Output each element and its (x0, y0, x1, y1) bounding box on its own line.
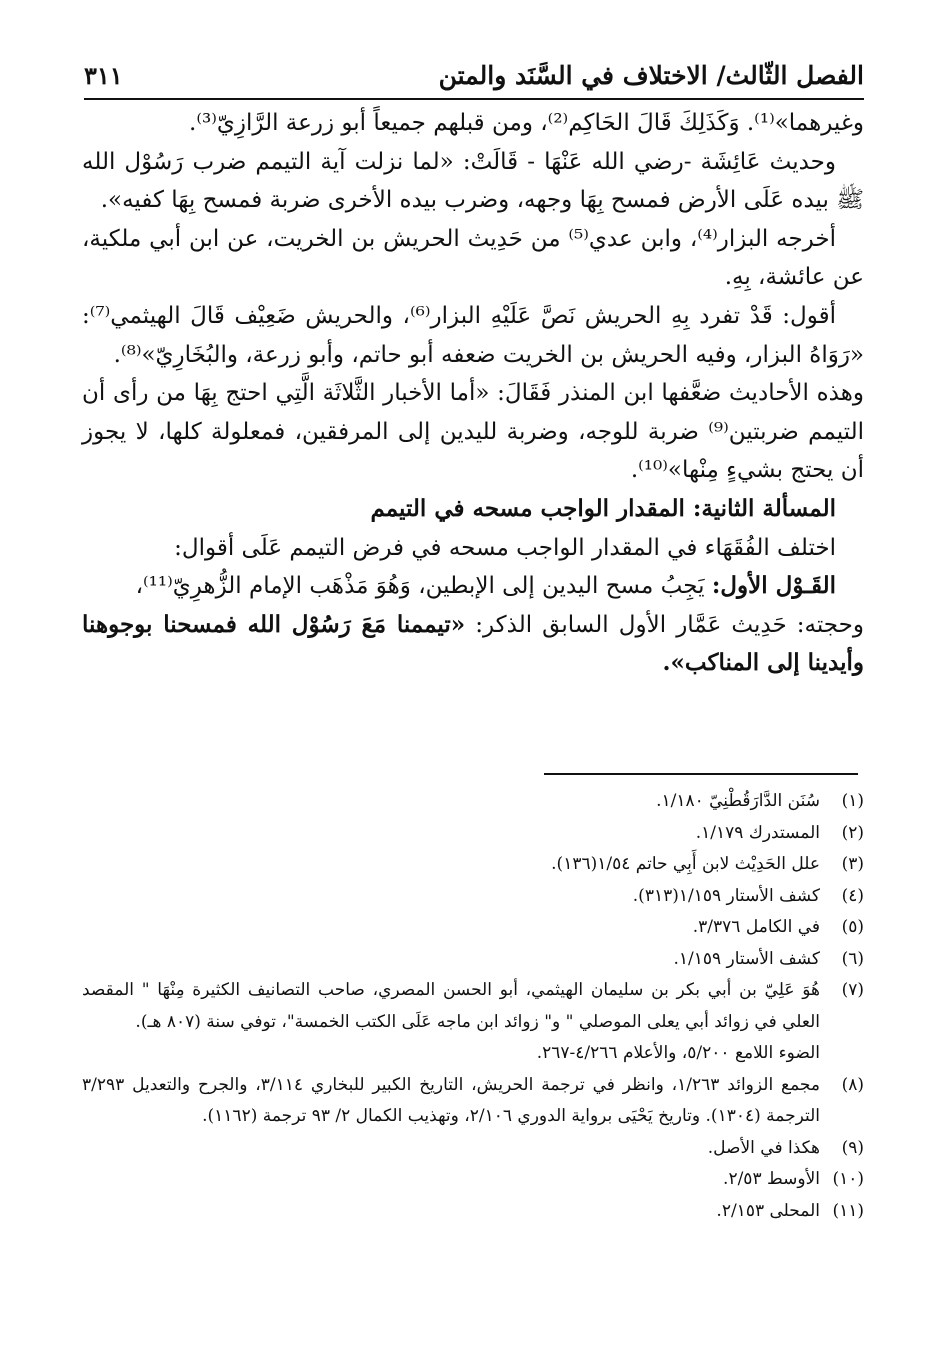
footnote-number: (٢) (841, 822, 864, 843)
footnote-number: (٥) (841, 917, 864, 937)
footnote-text: في الكامل ٣/٣٧٦. (692, 917, 820, 937)
opinion-text: يَجِبُ مسح اليدين إلى الإبطين، وَهُوَ مَذْهَب الإمام الزُّهرِيّ⁽¹¹⁾، (135, 573, 712, 600)
section-heading: المسألة الثانية: المقدار الواجب مسحه في التيمم (370, 494, 836, 522)
footnote-separator (544, 773, 858, 775)
footnote-text: هُوَ عَلِيّ بن أبي بكر بن سليمان الهيثمي، أبو الحسن المصري، صاحب التصانيف الكثيرة مِنْهَا " المقصد العلي في زوائد أبي يعلى الموصلي " و" زوائد ابن ماجه عَلَى الكتب الخمسة"، توفي سنة (٨٠٧ هـ). (82, 980, 820, 1032)
footnote-text: كشف الأستار ١/١٥٩(٣١٣). (632, 885, 820, 906)
opinion-label: القَـوْل الأول: (711, 572, 836, 600)
footnote-text: علل الحَدِيْث لابن أَبِي حاتم ١/٥٤(١٣٦). (551, 854, 820, 874)
footnote-item (82, 1196, 864, 1228)
paragraph: أخرجه البزار⁽⁴⁾، وابن عدي⁽⁵⁾ من حَدِيث الحريش بن الخريت، عن ابن أبي ملكية، عن عائشة، بِهِ. (82, 225, 864, 291)
paragraph (82, 606, 864, 683)
footnote-item (82, 1070, 864, 1133)
footnote-text: الأوسط ٢/٥٣. (723, 1169, 820, 1189)
footnote-number: (٣) (841, 854, 864, 874)
footnote-continuation (82, 1038, 864, 1070)
footnote-number: (١) (841, 791, 864, 811)
evidence-intro: وحجته: حَدِيث عَمَّار الأول السابق الذكر: (465, 611, 864, 638)
chapter-title: الفصل الثّالث/ الاختلاف في السَّنَد والمتن (438, 61, 864, 90)
footnote-item (82, 975, 864, 1038)
hadith-quote: «تيممنا مَعَ رَسُوْل الله فمسحنا بوجوهنا وأيدينا إلى المناكب». (82, 610, 864, 677)
footnote-item (82, 944, 864, 976)
footnote-number: (٩) (841, 1137, 864, 1158)
footnote-number: (١١) (832, 1200, 864, 1221)
footnotes (82, 786, 864, 1227)
footnote-number: (٧) (841, 980, 864, 1000)
footnote-text: المستدرك ١/١٧٩. (695, 822, 820, 843)
footnote-text: الضوء اللامع ٥/٢٠٠، والأعلام ٤/٢٦٦-٢٦٧. (536, 1043, 820, 1063)
paragraph: وحديث عَائِشَة -رضي الله عَنْهَا - قَالَتْ: «لما نزلت آية التيمم ضرب رَسُوْل الله ﷺ بيده عَلَى الأرض فمسح بِهَا وجهه، وضرب بيده الأخرى ضربة فمسح بِهَا كفيه». (82, 148, 864, 214)
footnote-item (82, 1164, 864, 1196)
main-text (82, 104, 864, 683)
page-number: ٣١١ (84, 61, 123, 90)
footnote-item (82, 1133, 864, 1165)
paragraph: اختلف الفُقَهَاء في المقدار الواجب مسحه في فرض التيمم عَلَى أقوال: (174, 534, 836, 561)
footnote-text: كشف الأستار ١/١٥٩. (673, 948, 820, 969)
footnote-item (82, 818, 864, 850)
footnote-text: هكذا في الأصل. (707, 1137, 820, 1158)
footnote-text: مجمع الزوائد ١/٢٦٣، وانظر في ترجمة الحريش، التاريخ الكبير للبخاري ٣/١١٤، والجرح والتعديل ٣/٢٩٣ الترجمة (١٣٠٤). وتاريخ يَحْيَى برواية الدوري ٢/١٠٦، وتهذيب الكمال ٢/ ٩٣ ترجمة (١١٦٢). (82, 1074, 820, 1126)
footnote-item (82, 786, 864, 818)
footnote-text: سُنَن الدَّارَقُطْنِيّ ١/١٨٠. (656, 791, 820, 811)
footnote-text: المحلى ٢/١٥٣. (716, 1200, 820, 1221)
footnote-number: (٦) (841, 948, 864, 969)
footnote-number: (٨) (841, 1074, 864, 1095)
footnote-number: (٤) (841, 885, 864, 906)
footnote-item (82, 849, 864, 881)
paragraph (82, 567, 864, 606)
footnote-item (82, 881, 864, 913)
footnote-item (82, 912, 864, 944)
paragraph: وغيرهما»⁽¹⁾. وَكَذَلِكَ قَالَ الحَاكِم⁽²⁾، ومن قبلهم جميعاً أبو زرعة الرَّازِيّ⁽³⁾. (189, 110, 864, 136)
footnote-number: (١٠) (832, 1169, 864, 1189)
running-header (84, 48, 864, 100)
paragraph: أقول: قَدْ تفرد بِهِ الحريش نَصَّ عَلَيْهِ البزار⁽⁶⁾، والحريش ضَعِيْف قَالَ الهيثمي⁽⁷⁾: «رَوَاهُ البزار، وفيه الحريش بن الخريت ضعفه أبو حاتم، وأبو زرعة، والبُخَارِيّ»⁽⁸⁾. (82, 302, 864, 368)
paragraph: وهذه الأحاديث ضعَّفها ابن المنذر فَقَالَ: «أما الأخبار الثَّلاثَة الَّتِي احتج بِهَا من رأى أن التيمم ضربتين⁽⁹⁾ ضربة للوجه، وضربة لليدين إلى المرفقين، فمعلولة كلها، لا يجوز أن يحتج بشيءٍ مِنْها»⁽¹⁰⁾. (82, 380, 865, 484)
